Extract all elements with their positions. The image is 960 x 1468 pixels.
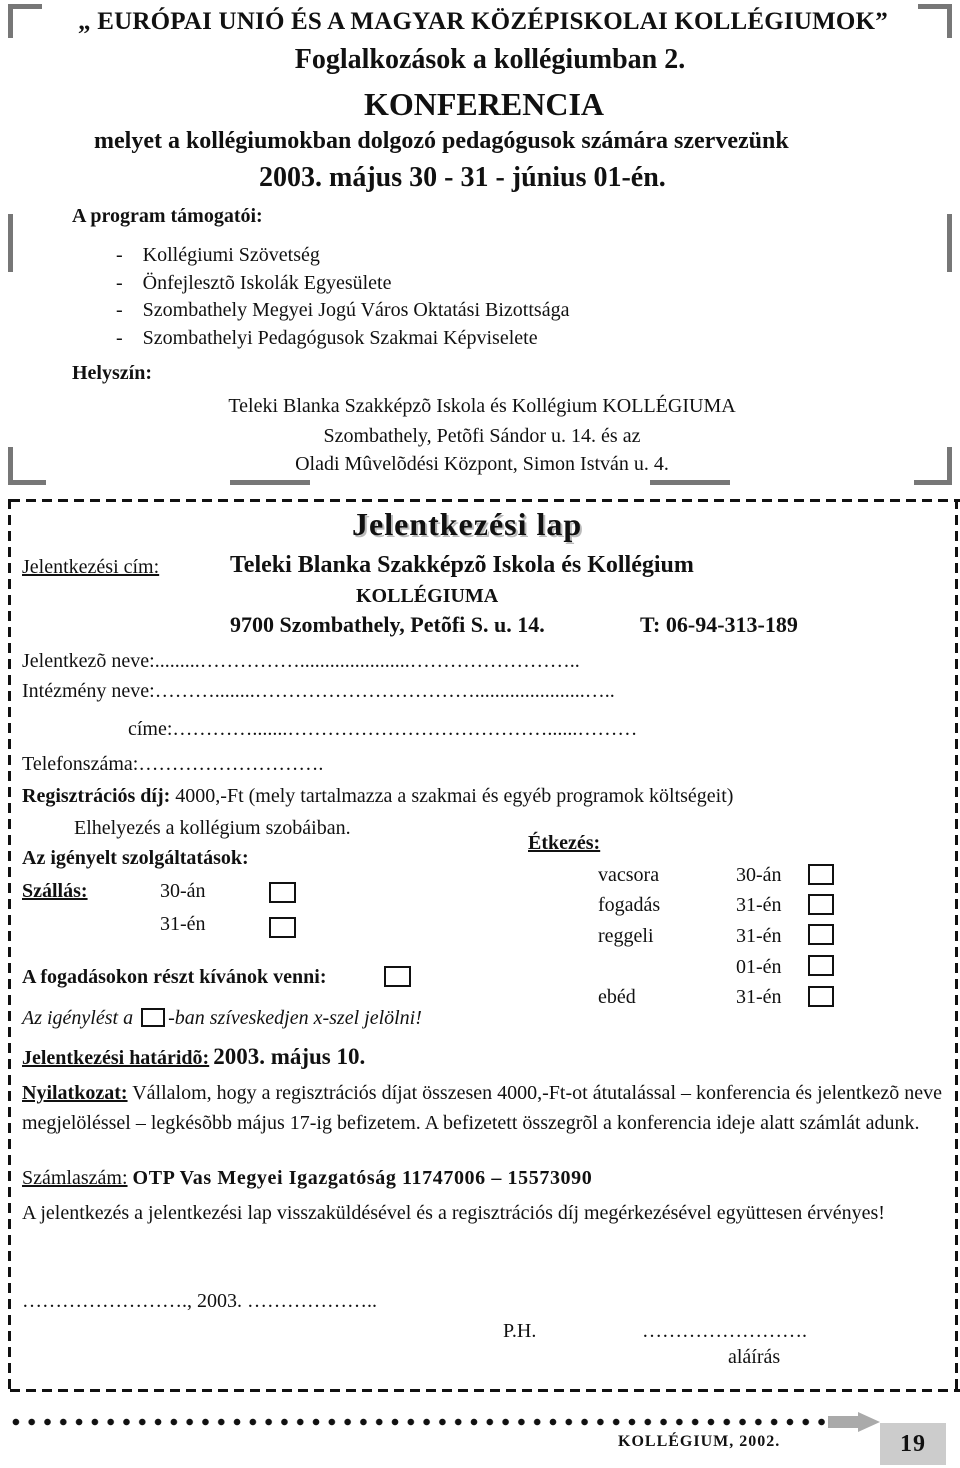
corner-bracket xyxy=(914,480,952,485)
services-label: Az igényelt szolgáltatások: xyxy=(22,847,249,869)
fee-text: 4000,-Ft (mely tartalmazza a szakmai és egyéb programok költségeit) xyxy=(175,785,734,807)
journal-name: KOLLÉGIUM, 2002. xyxy=(618,1433,781,1450)
corner-bracket xyxy=(8,4,13,38)
venue-line: Oladi Mûvelõdési Központ, Simon István u. 4. xyxy=(295,453,669,475)
arrow-icon xyxy=(828,1412,884,1432)
form-border-left xyxy=(8,499,11,1392)
account-row xyxy=(22,1167,592,1190)
address-label: Jelentkezési cím: xyxy=(22,556,160,578)
meal-checkbox[interactable] xyxy=(808,864,834,885)
validity-text: A jelentkezés a jelentkezési lap visszaküldésével és a regisztrációs díj megérkezésével együttesen érvényes! xyxy=(22,1202,885,1224)
meal-checkbox[interactable] xyxy=(808,924,834,945)
fee-label: Regisztrációs díj: xyxy=(22,785,171,807)
meals-label: Étkezés: xyxy=(528,832,601,854)
page-number: 19 xyxy=(880,1423,946,1465)
address-line: 9700 Szombathely, Petõfi S. u. 14. xyxy=(230,612,545,637)
address-line: KOLLÉGIUMA xyxy=(356,585,499,607)
instruction-before: Az igénylést a xyxy=(22,1007,134,1029)
conference-heading: KONFERENCIA xyxy=(363,86,604,122)
lodging-day: 30-án xyxy=(160,880,206,902)
lodging-label: Szállás: xyxy=(22,880,88,902)
conference-date: 2003. május 30 - 31 - június 01-én. xyxy=(259,162,666,193)
address-line: Teleki Blanka Szakképzõ Iskola és Kollégium xyxy=(230,552,694,578)
corner-bracket xyxy=(947,4,952,38)
supporter-name: Szombathelyi Pedagógusok Szakmai Képviselete xyxy=(142,327,538,349)
lodging-checkbox[interactable] xyxy=(269,917,296,938)
date-line[interactable]: ……………………., 2003. ……………….. xyxy=(22,1290,377,1312)
conference-description: melyet a kollégiumokban dolgozó pedagógusok számára szervezünk xyxy=(94,128,789,154)
fee-row xyxy=(22,785,733,808)
form-border-top xyxy=(10,499,960,502)
meal-day: 30-án xyxy=(736,864,782,886)
meal-name: reggeli xyxy=(598,925,654,947)
meal-name: fogadás xyxy=(598,894,661,916)
meal-day: 31-én xyxy=(736,986,782,1008)
accommodation-note: Elhelyezés a kollégium szobáiban. xyxy=(74,817,351,839)
venue-label: Helyszín: xyxy=(72,362,152,384)
reception-checkbox[interactable] xyxy=(384,966,411,987)
meal-day: 31-én xyxy=(736,894,782,916)
supporter-name: Önfejlesztõ Iskolák Egyesülete xyxy=(142,272,392,294)
applicant-name-field[interactable]: Jelentkezõ neve:.........……………......................…………………….. xyxy=(22,650,580,672)
footer-dotted-line xyxy=(8,1418,828,1426)
deadline-label: Jelentkezési határidõ: xyxy=(22,1047,210,1069)
meal-checkbox[interactable] xyxy=(808,894,834,915)
form-border-right xyxy=(955,499,958,1392)
reception-label: A fogadásokon részt kívánok venni: xyxy=(22,966,327,988)
declaration-label: Nyilatkozat: xyxy=(22,1082,128,1104)
corner-bracket xyxy=(8,480,46,485)
declaration-paragraph xyxy=(22,1078,942,1138)
header-title: „ EURÓPAI UNIÓ ÉS A MAGYAR KÖZÉPISKOLAI KOLLÉGIUMOK” xyxy=(78,8,888,35)
meal-name: ebéd xyxy=(598,986,636,1008)
phone-field[interactable]: Telefonszáma:………………………. xyxy=(22,753,324,775)
instruction-text xyxy=(22,1007,422,1030)
side-bar xyxy=(947,214,952,272)
phone-number: T: 06-94-313-189 xyxy=(640,612,798,637)
bottom-tick xyxy=(230,480,310,485)
supporter-item: - Szombathelyi Pedagógusok Szakmai Képviselete xyxy=(116,327,538,349)
venue-line: Teleki Blanka Szakképzõ Iskola és Kollégium KOLLÉGIUMA xyxy=(228,395,736,417)
meal-day: 31-én xyxy=(736,925,782,947)
form-border-bottom xyxy=(10,1389,960,1392)
lodging-day: 31-én xyxy=(160,913,206,935)
supporters-label: A program támogatói: xyxy=(72,205,263,227)
sample-box-icon xyxy=(141,1008,165,1027)
account-value: OTP Vas Megyei Igazgatóság 11747006 – 15573090 xyxy=(132,1167,593,1189)
header-subtitle: Foglalkozások a kollégiumban 2. xyxy=(294,44,686,75)
lodging-checkbox[interactable] xyxy=(269,882,296,903)
deadline-value: 2003. május 10. xyxy=(213,1044,366,1069)
venue-line: Szombathely, Petõfi Sándor u. 14. és az xyxy=(323,425,641,447)
meal-name: vacsora xyxy=(598,864,660,886)
meal-day: 01-én xyxy=(736,956,782,978)
supporter-item: - Kollégiumi Szövetség xyxy=(116,244,320,266)
form-title: Jelentkezési lap xyxy=(352,506,583,542)
side-bar xyxy=(8,214,13,272)
institution-name-field[interactable]: Intézmény neve:………........……………………………......................….. xyxy=(22,680,615,702)
meal-checkbox[interactable] xyxy=(808,986,834,1007)
institution-address-field[interactable]: címe:………….......…………………………………......……… xyxy=(128,718,638,740)
stamp-label: P.H. xyxy=(503,1320,537,1342)
instruction-after: -ban szíveskedjen x-szel jelölni! xyxy=(168,1007,422,1029)
supporter-name: Szombathely Megyei Jogú Város Oktatási Bizottsága xyxy=(142,299,570,321)
meal-checkbox[interactable] xyxy=(808,955,834,976)
supporter-name: Kollégiumi Szövetség xyxy=(142,244,320,266)
signature-label: aláírás xyxy=(728,1346,781,1368)
account-label: Számlaszám: xyxy=(22,1167,128,1189)
signature-line[interactable]: ……………………. xyxy=(642,1320,807,1342)
deadline-row xyxy=(22,1044,365,1070)
supporter-item: - Önfejlesztõ Iskolák Egyesülete xyxy=(116,272,392,294)
declaration-text: Vállalom, hogy a regisztrációs díjat összesen 4000,-Ft-ot átutalással – konferencia és jelentkezõ neve megjelöléssel – legkésõbb május 17-ig befizetem. A befizetett összegrõl a konferencia ideje alatt számlát adunk. xyxy=(22,1082,943,1134)
supporter-item: - Szombathely Megyei Jogú Város Oktatási Bizottsága xyxy=(116,299,570,321)
bottom-tick xyxy=(650,480,730,485)
